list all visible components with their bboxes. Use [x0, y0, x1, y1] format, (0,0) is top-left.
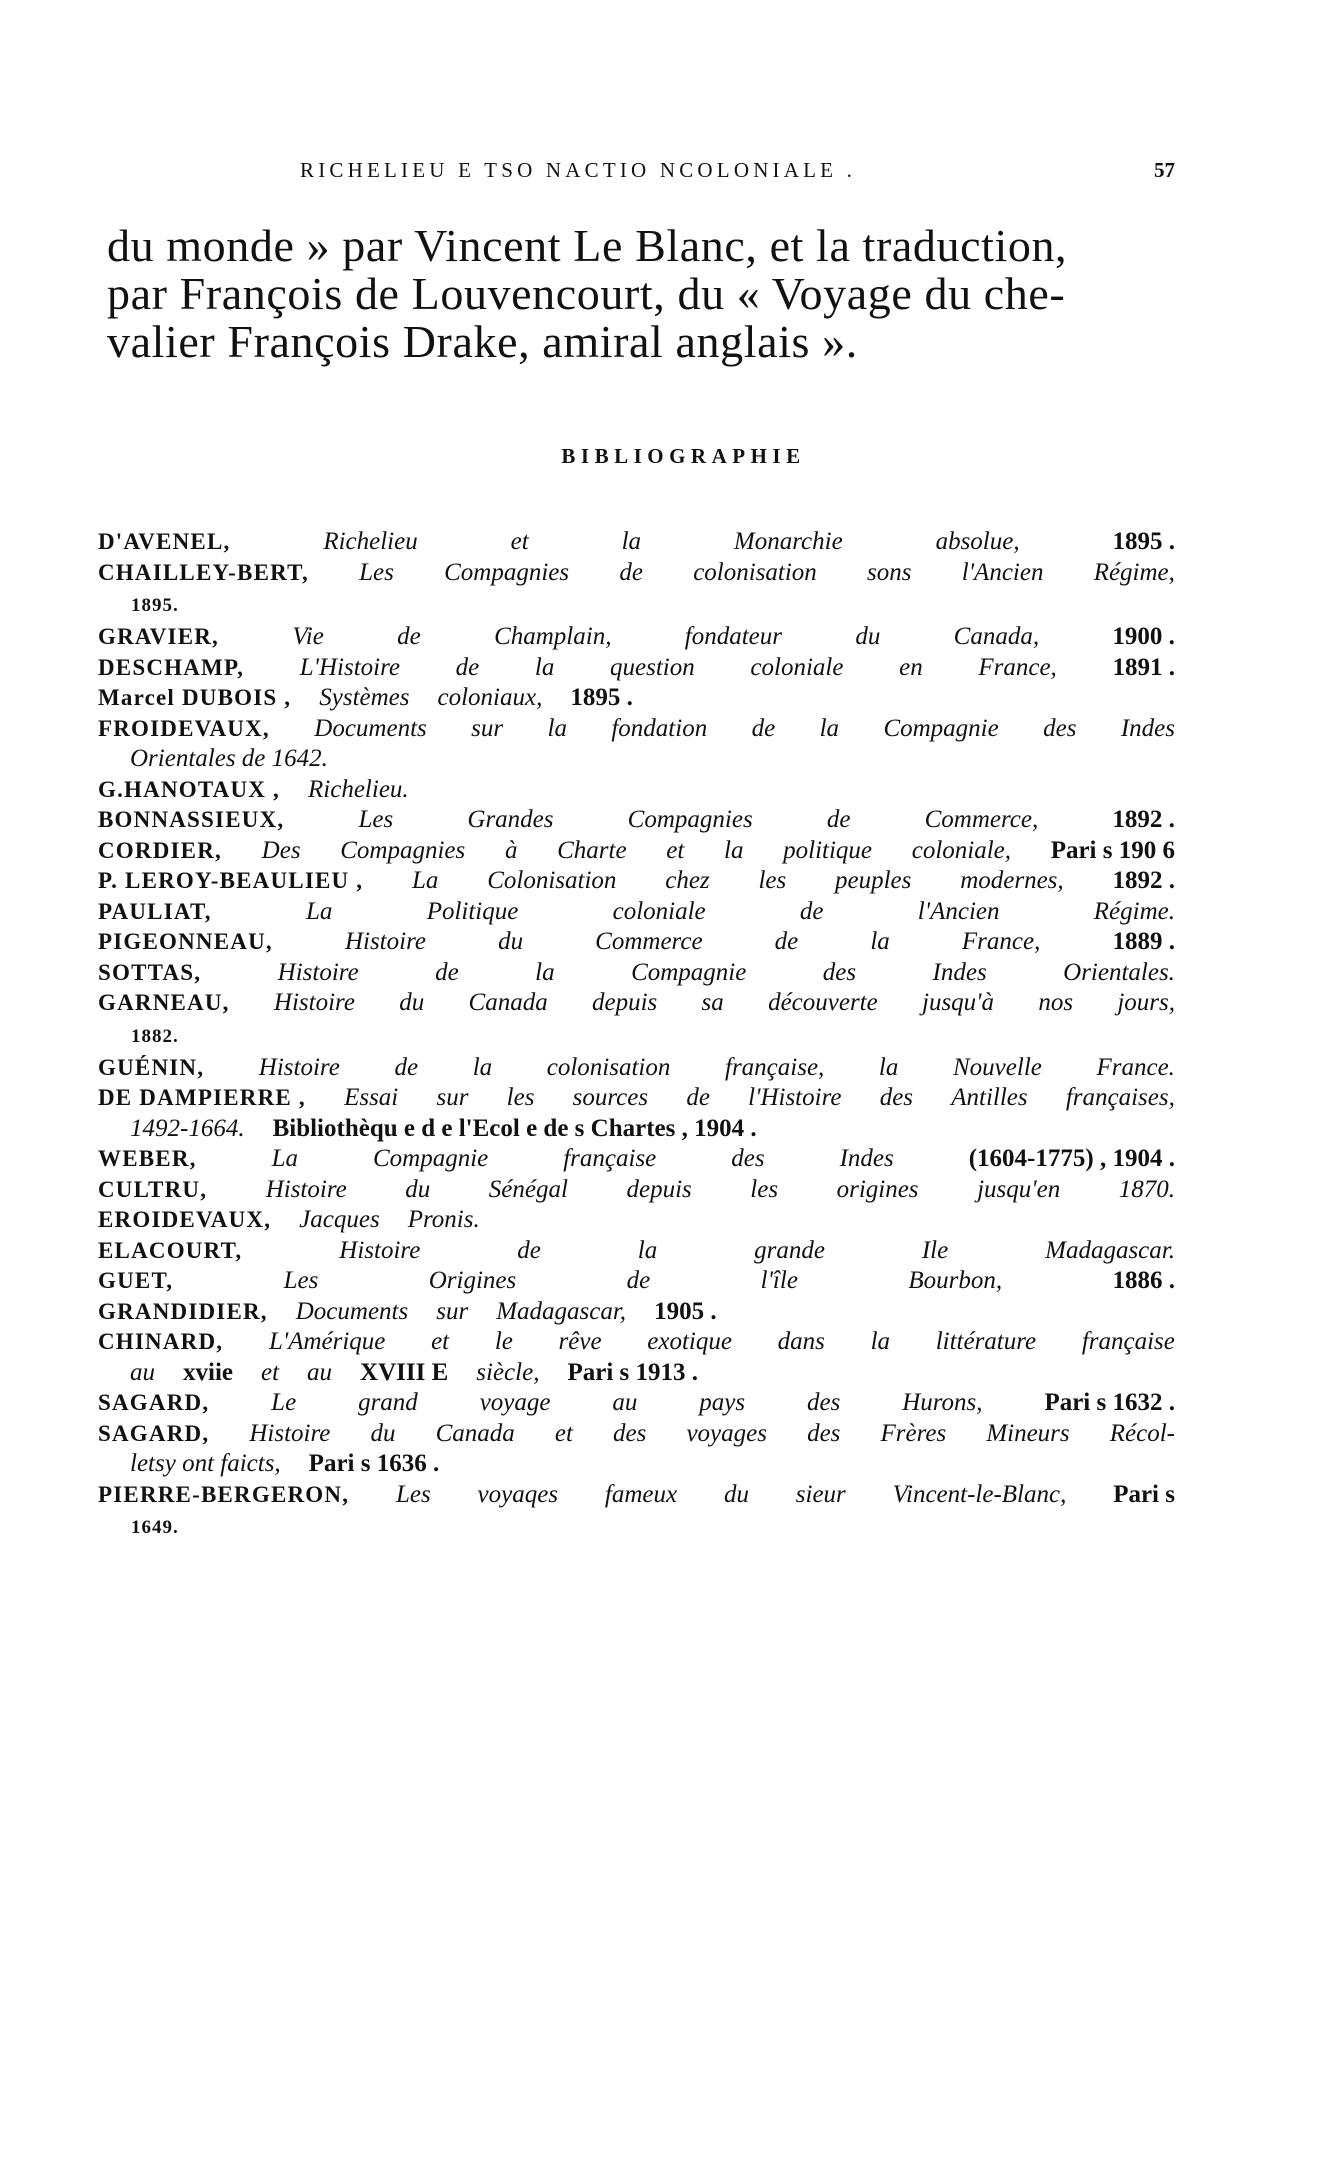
entry-title-word: Les [358, 806, 394, 833]
entry-title-word: fondateur [684, 623, 782, 650]
entry-continuation-word: et [261, 1358, 280, 1386]
bibliography-entry-line [98, 928, 1175, 959]
entry-title-word: de [455, 653, 480, 681]
entry-continuation-word: au [307, 1358, 333, 1386]
entry-continuation-word: xviie [183, 1358, 233, 1386]
entry-continuation: letsy ont faicts, [130, 1450, 281, 1477]
entry-title-word: jusqu'en [977, 1175, 1061, 1203]
bibliography-entry-line [98, 1176, 1175, 1207]
entry-title-word: au [612, 1389, 638, 1416]
entry-title-word: France, [961, 928, 1041, 955]
entry-title-word: Nouvelle [953, 1053, 1042, 1081]
entry-title-word: sources [572, 1084, 649, 1111]
bibliography-entry-line [98, 1115, 1175, 1146]
entry-author: GRAVIER, [98, 624, 220, 649]
bibliography-entry-line [98, 1298, 1175, 1329]
entry-title-word: de [394, 1053, 419, 1081]
entry-title-word: la [535, 958, 555, 986]
bibliography-entry-line [98, 898, 1175, 929]
entry-title-word: la [870, 928, 890, 955]
entry-continuation-word: XVIII E [360, 1358, 449, 1386]
entry-publication: 1886 . [1112, 1267, 1175, 1294]
entry-publication: Pari s [1113, 1480, 1175, 1508]
entry-publication: Pari s 1636 . [308, 1450, 440, 1477]
entry-title-word: du [723, 1480, 749, 1508]
bibliography-entry-line [98, 1389, 1175, 1420]
entry-title-word: Histoire [258, 1053, 340, 1081]
entry-publication: 1905 . [654, 1297, 717, 1325]
entry-title-word: la [870, 1328, 891, 1355]
entry-continuation: Orientales de 1642. [130, 745, 328, 772]
entry-title-word: La [412, 867, 439, 894]
entry-title-word: Compagnie [883, 714, 999, 742]
entry-title-word: françaises, [1065, 1084, 1175, 1111]
bibliography-entry-line [98, 1206, 1175, 1237]
entry-title-word: Canada [435, 1419, 515, 1447]
entry-title-word: les [506, 1084, 535, 1111]
entry-publication: Pari s 1632 . [1044, 1389, 1175, 1416]
entry-title-word: et [554, 1419, 573, 1447]
entry-publication: 1900 . [1112, 623, 1175, 650]
entry-title-word: les [758, 867, 787, 894]
entry-title-word: Histoire [344, 928, 426, 955]
bibliography-entry-line [98, 1328, 1175, 1359]
entry-title-word: Essai [344, 1084, 399, 1111]
entry-title-word: de [435, 958, 459, 986]
entry-title-word: Madagascar, [496, 1297, 627, 1325]
entry-title-word: littérature [935, 1328, 1037, 1355]
entry-title-word: Canada [468, 989, 548, 1016]
entry-author: PIGEONNEAU, [98, 929, 273, 954]
entry-title-word: Madagascar. [1045, 1236, 1175, 1264]
entry-title-word: fameux [604, 1480, 678, 1508]
entry-title-word: absolue, [935, 528, 1020, 555]
bibliography-entry-line [98, 837, 1175, 868]
entry-author: D'AVENEL, [98, 529, 231, 554]
entry-publication: 1891 . [1112, 653, 1175, 681]
entry-title-word: Vincent-le-Blanc, [892, 1480, 1067, 1508]
entry-author: FROIDEVAUX, [98, 715, 270, 741]
bibliography-entry-line [98, 1481, 1175, 1512]
entry-title-word: de [686, 1084, 710, 1111]
entry-author: CORDIER, [98, 837, 222, 863]
entry-title-word: à [504, 836, 518, 864]
entry-title-word: de [626, 1267, 651, 1294]
entry-title-word: et [666, 836, 685, 864]
entry-author: WEBER, [98, 1146, 197, 1171]
bibliography-list [98, 528, 1175, 1545]
entry-title-word: Monarchie [733, 528, 843, 555]
bibliography-entry-line [98, 745, 1175, 776]
bibliography-entry-line [98, 528, 1175, 559]
entry-title-word: de [619, 558, 643, 586]
running-header [300, 158, 1175, 188]
entry-publication: (1604-1775) , 1904 . [968, 1145, 1175, 1172]
entry-title-word: Indes [1120, 714, 1175, 742]
entry-title-word: des [1043, 714, 1077, 742]
section-title: BIBLIOGRAPHIE [561, 444, 806, 468]
entry-title-word: sons [867, 558, 912, 586]
bibliography-entry-line [98, 989, 1175, 1020]
entry-title-word: grande [754, 1236, 825, 1264]
entry-title-word: Richelieu. [308, 775, 409, 803]
entry-year: 1882. [131, 1025, 179, 1047]
entry-title-word: Des [261, 836, 301, 864]
entry-title-word: Frères [880, 1419, 947, 1447]
entry-title-word: de [397, 623, 421, 650]
entry-author: SOTTAS, [98, 959, 202, 985]
entry-year: 1895. [131, 595, 179, 616]
entry-title-word: Documents [314, 714, 427, 742]
entry-title-word: Commerce, [924, 806, 1039, 833]
entry-title-word: des [879, 1084, 914, 1111]
entry-publication: 1892 . [1112, 806, 1175, 833]
entry-author: PAULIAT, [98, 898, 212, 924]
entry-title-word: Mineurs [986, 1419, 1070, 1447]
entry-publication: 1889 . [1112, 928, 1175, 955]
entry-title-word: Colonisation [487, 867, 617, 894]
entry-title-word: Charte [557, 836, 627, 864]
intro-line: valier François Drake, amiral anglais ». [107, 316, 858, 367]
entry-title-word: du [370, 1419, 396, 1447]
entry-title-word: Vie [292, 623, 324, 650]
entry-title-word: l'Histoire [748, 1084, 842, 1111]
bibliography-entry-line [98, 1237, 1175, 1268]
entry-title-word: rêve [558, 1328, 602, 1355]
bibliography-entry-line [98, 806, 1175, 837]
bibliography-entry-line [98, 684, 1175, 715]
entry-publication: Pari s 190 6 [1050, 836, 1175, 864]
entry-author: G.HANOTAUX , [98, 776, 281, 802]
entry-author: Marcel DUBOIS , [98, 685, 292, 710]
entry-title-word: Bourbon, [908, 1267, 1003, 1294]
bibliography-entry-line [98, 1054, 1175, 1085]
entry-title-word: française [563, 1145, 657, 1172]
entry-title-word: Compagnies [340, 836, 466, 864]
entry-title-word: colonisation [693, 558, 817, 586]
entry-title-word: française, [725, 1053, 825, 1081]
entry-title-word: Documents [295, 1297, 409, 1325]
entry-title-word: du [498, 928, 524, 955]
entry-title-word: jusqu'à [922, 989, 995, 1016]
bibliography-entry-line [98, 959, 1175, 990]
page-number: 57 [1154, 158, 1175, 182]
entry-title-word: voyaqes [477, 1480, 559, 1508]
entry-author: CHINARD, [98, 1329, 224, 1354]
entry-title-word: fondation [611, 714, 708, 742]
entry-title-word: française [1081, 1328, 1175, 1355]
entry-title-word: coloniale [612, 897, 706, 925]
entry-title-word: pays [699, 1389, 746, 1416]
entry-title-word: Compagnie [631, 958, 747, 986]
entry-title-word: coloniaux, [437, 684, 543, 711]
entry-title-word: et [510, 528, 529, 555]
entry-title-word: sur [471, 714, 504, 742]
intro-line: par François de Louvencourt, du « Voyage du che- [107, 268, 1066, 319]
entry-continuation-word: siècle, [476, 1358, 540, 1386]
entry-publication: 1895 . [570, 684, 633, 711]
entry-title-word: France, [978, 653, 1057, 681]
entry-title-word: chez [665, 867, 710, 894]
entry-title-word: le [494, 1328, 513, 1355]
entry-title-word: Récol- [1109, 1419, 1175, 1447]
entry-author: SAGARD, [98, 1420, 210, 1446]
entry-title-word: Les [395, 1480, 431, 1508]
entry-title-word: en [899, 653, 923, 681]
entry-title-word: des [807, 1419, 841, 1447]
entry-title-word: Commerce [595, 928, 703, 955]
bibliography-entry-line [98, 654, 1175, 685]
entry-title-word: des [822, 958, 857, 986]
entry-title-word: voyage [479, 1389, 551, 1416]
entry-author: BONNASSIEUX, [98, 807, 285, 832]
entry-title-word: de [517, 1236, 541, 1264]
entry-title-word: Origines [428, 1267, 517, 1294]
entry-title-word: Grandes [467, 806, 554, 833]
entry-title-word: origines [836, 1175, 919, 1203]
entry-title-word: Histoire [277, 958, 359, 986]
entry-title-word: Antilles [951, 1084, 1028, 1111]
entry-title-word: Indes [839, 1145, 894, 1172]
entry-title-word: question [610, 653, 695, 681]
entry-title-word: coloniale [750, 653, 844, 681]
entry-title-word: Indes [932, 958, 987, 986]
entry-title-word: de [826, 806, 851, 833]
entry-title-word: sur [436, 1297, 469, 1325]
bibliography-entry-line [98, 776, 1175, 807]
entry-title-word: Histoire [249, 1419, 331, 1447]
entry-title-word: de [774, 928, 799, 955]
entry-title-word: coloniale, [911, 836, 1011, 864]
entry-title-word: Compagnies [444, 558, 570, 586]
entry-title-word: l'Ancien [961, 558, 1044, 586]
entry-author: P. LEROY-BEAULIEU , [98, 868, 364, 893]
bibliography-entry-line [98, 1420, 1175, 1451]
entry-title-word: Richelieu [323, 528, 418, 555]
entry-title-word: Systèmes [319, 684, 410, 711]
entry-title-word: des [613, 1419, 647, 1447]
entry-title-word: Régime, [1093, 558, 1175, 586]
entry-title-word: dans [777, 1328, 825, 1355]
entry-title-word: des [731, 1145, 765, 1172]
entry-title-word: Orientales. [1063, 958, 1175, 986]
entry-title-word: Sénégal [488, 1175, 568, 1203]
entry-publication: 1892 . [1112, 867, 1175, 894]
intro-line: du monde » par Vincent Le Blanc, et la traduction, [107, 220, 1068, 271]
bibliography-entry-line [98, 1267, 1175, 1298]
entry-title-word: la [547, 714, 567, 742]
entry-title-word: du [855, 623, 881, 650]
entry-year: 1649. [131, 1517, 179, 1538]
entry-title-word: la [534, 653, 555, 681]
entry-title-word: colonisation [546, 1053, 671, 1081]
entry-title-word: la [724, 836, 744, 864]
entry-title-word: La [271, 1145, 298, 1172]
entry-title-word: L'Histoire [299, 653, 400, 681]
entry-title-word: découverte [768, 989, 878, 1016]
entry-author: GUÉNIN, [98, 1054, 205, 1080]
entry-author: PIERRE-BERGERON, [98, 1481, 350, 1507]
entry-title-word: La [306, 897, 333, 925]
bibliography-entry-line [98, 1145, 1175, 1176]
entry-title-word: sur [436, 1084, 469, 1111]
entry-title-word: peuples [835, 867, 912, 894]
entry-title-word: exotique [647, 1328, 732, 1355]
entry-author: SAGARD, [98, 1390, 210, 1415]
entry-title-word: voyages [686, 1419, 767, 1447]
entry-title-word: Histoire [339, 1236, 421, 1264]
entry-title-word: la [878, 1053, 899, 1081]
bibliography-entry-line [98, 1450, 1175, 1481]
entry-author: ELACOURT, [98, 1237, 243, 1263]
entry-title-word: Jacques [299, 1206, 380, 1233]
entry-title-word: les [750, 1175, 779, 1203]
entry-title-word: la [621, 528, 642, 555]
entry-title-word: la [472, 1053, 493, 1081]
bibliography-entry-line [98, 1084, 1175, 1115]
entry-author: EROIDEVAUX, [98, 1207, 272, 1232]
entry-title-word: des [806, 1389, 841, 1416]
entry-title-word: Canada, [953, 623, 1040, 650]
entry-title-word: Histoire [265, 1175, 347, 1203]
entry-title-word: Les [359, 558, 394, 586]
entry-title-word: de [751, 714, 776, 742]
entry-title-word: Compagnies [627, 806, 753, 833]
entry-title-word: l'Ancien [917, 897, 1000, 925]
entry-author: GARNEAU, [98, 990, 230, 1015]
entry-author: CHAILLEY-BERT, [98, 559, 309, 585]
entry-title-word: et [431, 1328, 450, 1355]
entry-publication: Bibliothèqu e d e l'Ecol e de s Chartes , 1904 . [272, 1114, 757, 1142]
entry-title-word: jours, [1117, 989, 1175, 1016]
bibliography-entry-line [98, 1359, 1175, 1390]
entry-title-word: France. [1096, 1053, 1175, 1081]
entry-title-word: modernes, [960, 867, 1064, 894]
entry-title-word: L'Amérique [268, 1328, 386, 1355]
entry-title-word: Régime. [1093, 897, 1175, 925]
entry-title-word: depuis [591, 989, 658, 1016]
bibliography-entry-line [98, 559, 1175, 590]
entry-title-word: sa [701, 989, 724, 1016]
running-title: RICHELIEU E TSO NACTIO NCOLONIALE . [300, 158, 857, 182]
entry-title-word: l'île [760, 1267, 798, 1294]
intro-paragraph [107, 222, 1175, 366]
entry-author: DESCHAMP, [98, 654, 245, 680]
bibliography-entry-line [98, 715, 1175, 746]
entry-title-word: 1870. [1118, 1175, 1175, 1203]
entry-title-word: Politique [426, 897, 519, 925]
entry-title-word: Les [283, 1267, 319, 1294]
bibliography-entry-line [98, 867, 1175, 898]
entry-author: GUET, [98, 1268, 174, 1293]
entry-title-word: Le [271, 1389, 297, 1416]
entry-title-word: la [819, 714, 840, 742]
entry-author: DE DAMPIERRE , [98, 1085, 306, 1110]
entry-title-word: sieur [795, 1480, 846, 1508]
entry-title-word: grand [358, 1389, 418, 1416]
entry-title-word: Pronis. [407, 1206, 480, 1233]
entry-title-word: Hurons, [902, 1389, 983, 1416]
entry-title-word: Champlain, [494, 623, 612, 650]
entry-title-word: la [637, 1236, 658, 1264]
entry-title-word: de [799, 897, 824, 925]
entry-continuation-word: au [130, 1358, 155, 1386]
entry-publication: 1895 . [1112, 528, 1175, 555]
entry-continuation-word: Pari s 1913 . [567, 1358, 698, 1386]
entry-title-word: nos [1038, 989, 1074, 1016]
entry-title-word: politique [783, 836, 873, 864]
entry-title-word: du [405, 1175, 431, 1203]
bibliography-entry-line [98, 623, 1175, 654]
entry-title-word: du [399, 989, 425, 1016]
entry-title-word: depuis [626, 1175, 692, 1203]
entry-author: GRANDIDIER, [98, 1298, 268, 1324]
entry-title-word: Compagnie [372, 1145, 489, 1172]
entry-title-word: Histoire [273, 989, 355, 1016]
entry-continuation: 1492-1664. [130, 1114, 245, 1142]
entry-author: CULTRU, [98, 1176, 208, 1202]
entry-title-word: Ile [921, 1236, 949, 1264]
